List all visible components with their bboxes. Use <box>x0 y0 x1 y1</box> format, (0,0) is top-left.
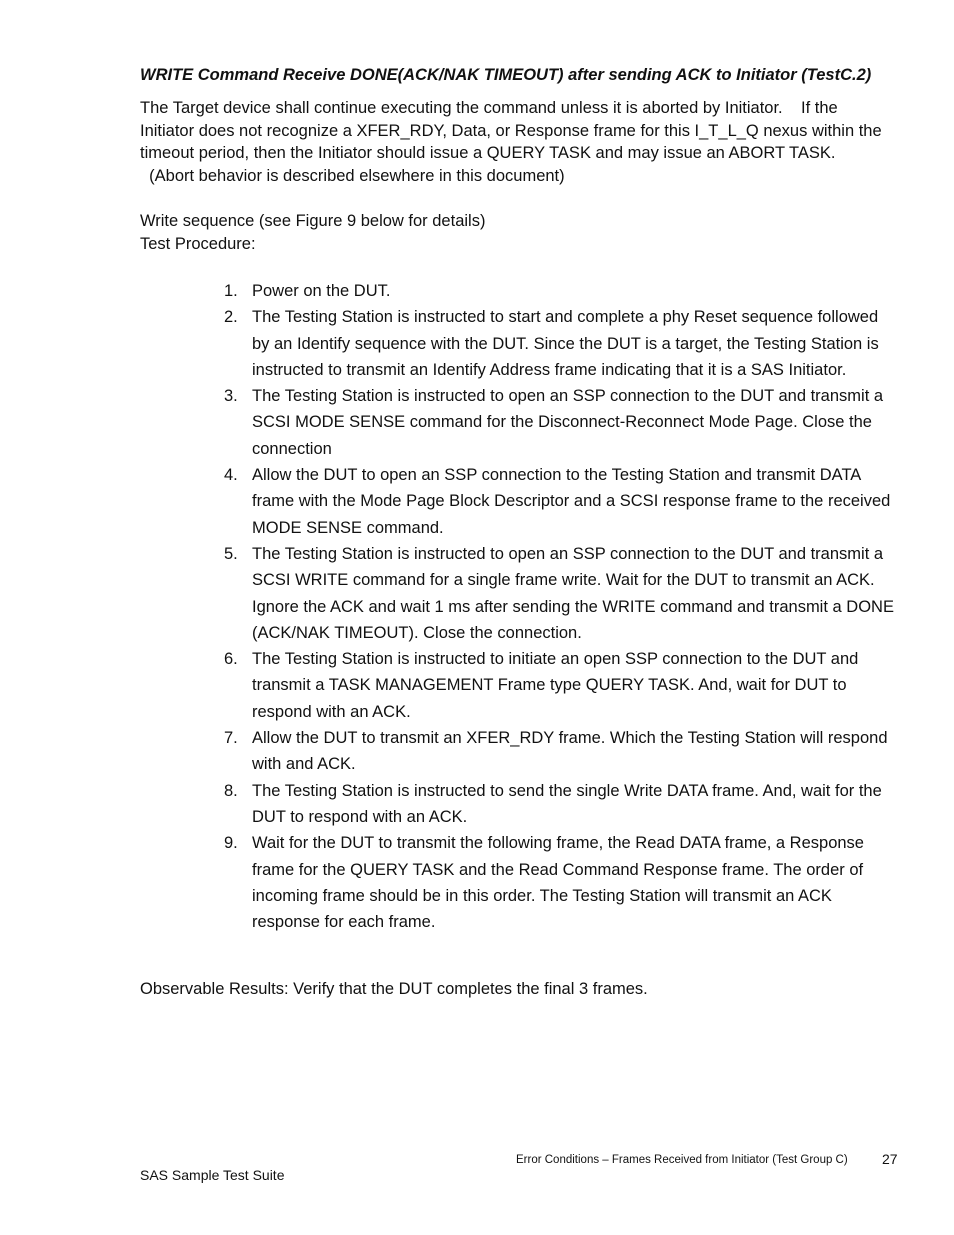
procedure-step <box>140 462 898 541</box>
procedure-step <box>140 830 898 935</box>
step-number: 5. <box>224 544 238 563</box>
step-number: 1. <box>224 282 238 300</box>
step-text: The Testing Station is instructed to send the single Write DATA frame. And, wait for the DUT to respond with an ACK. <box>252 781 882 826</box>
intro-line: timeout period, then the Initiator should issue a QUERY TASK and may issue an ABORT TASK. <box>140 144 836 162</box>
step-number: 9. <box>224 834 238 853</box>
procedure-step <box>140 725 898 778</box>
intro-line: Initiator does not recognize a XFER_RDY, Data, or Response frame for this I_T_L_Q nexus within the <box>140 121 882 140</box>
step-text: The Testing Station is instructed to open an SSP connection to the DUT and transmit a SCSI WRITE command for a single frame write. Wait for the DUT to transmit an ACK. Ignore the ACK and wait 1 ms after sending the WRITE command and transmit a DONE (ACK/NAK TIMEOUT). Close the connection. <box>252 544 894 642</box>
step-text: Allow the DUT to open an SSP connection to the Testing Station and transmit DATA frame with the Mode Page Block Descriptor and a SCSI response frame to the received MODE SENSE command. <box>252 466 891 537</box>
step-number: 2. <box>224 308 238 327</box>
procedure-step <box>140 383 898 462</box>
procedure-step <box>140 278 898 304</box>
step-text: The Testing Station is instructed to initiate an open SSP connection to the DUT and transmit a TASK MANAGEMENT Frame type QUERY TASK. And, wait for DUT to respond with an ACK. <box>252 650 859 721</box>
test-procedure-label: Test Procedure: <box>140 234 256 253</box>
procedure-step <box>140 541 898 646</box>
procedure-step <box>140 304 898 383</box>
step-text: The Testing Station is instructed to open an SSP connection to the DUT and transmit a SCSI MODE SENSE command for the Disconnect-Reconnect Mode Page. Close the connection <box>252 387 884 458</box>
step-text: Wait for the DUT to transmit the following frame, the Read DATA frame, a Response frame for the QUERY TASK and the Read Command Response frame. The order of incoming frame should be in this order. The Testing Station will transmit an ACK response for each frame. <box>252 834 864 932</box>
step-number: 8. <box>224 781 238 800</box>
footer-section-title: Error Conditions – Frames Received from Initiator (Test Group C) <box>516 1154 848 1166</box>
step-text: Allow the DUT to transmit an XFER_RDY frame. Which the Testing Station will respond with and ACK. <box>252 729 888 774</box>
observable-results-text: Observable Results: Verify that the DUT completes the final 3 frames. <box>140 980 648 998</box>
intro-line: The Target device shall continue executing the command unless it is aborted by Initiator. If the <box>140 99 838 117</box>
page-number: 27 <box>882 1151 898 1167</box>
step-number: 7. <box>224 729 238 748</box>
step-number: 4. <box>224 466 238 485</box>
step-number: 6. <box>224 650 238 669</box>
sequence-paragraph <box>140 210 910 255</box>
intro-line: (Abort behavior is described elsewhere in this document) <box>140 166 565 185</box>
step-text: The Testing Station is instructed to start and complete a phy Reset sequence followed by an Identify sequence with the DUT. Since the DUT is a target, the Testing Station is instructed to transmit an Identify Address frame indicating that it is a SAS Initiator. <box>252 308 879 379</box>
step-text: Power on the DUT. <box>252 282 391 300</box>
section-heading: WRITE Command Receive DONE(ACK/NAK TIMEOUT) after sending ACK to Initiator (TestC.2) <box>140 66 872 84</box>
procedure-step <box>140 646 898 725</box>
intro-paragraph <box>140 97 910 187</box>
write-sequence-text: Write sequence (see Figure 9 below for details) <box>140 212 486 230</box>
observable-results <box>140 978 910 1001</box>
procedure-step <box>140 778 898 831</box>
footer-suite-name: SAS Sample Test Suite <box>140 1167 285 1183</box>
step-number: 3. <box>224 387 238 406</box>
test-procedure-list <box>140 278 898 935</box>
